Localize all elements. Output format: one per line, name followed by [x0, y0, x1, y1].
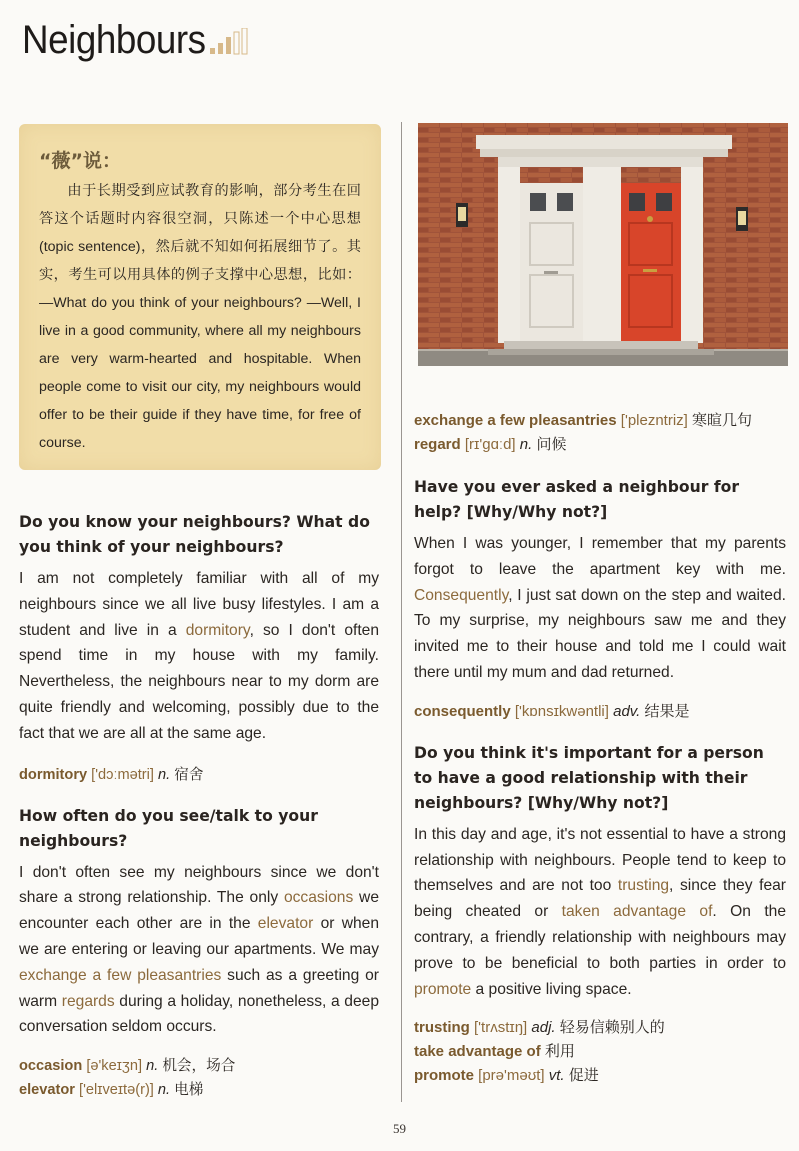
answer-text: such as a greeting or warm [19, 966, 379, 1010]
right-column [414, 409, 786, 1088]
vocab-term: trusting [414, 1019, 470, 1037]
answer-1 [19, 566, 379, 747]
vocab-term: occasion [19, 1058, 83, 1075]
vocab-entry [19, 1054, 379, 1078]
vocab-meaning: 宿舍 [174, 766, 204, 783]
vocab-pos: n. [157, 1082, 171, 1099]
vocab-term: dormitory [19, 766, 88, 783]
vocab-entry [414, 1016, 786, 1040]
vocab-entry [414, 1064, 786, 1088]
answer-text: , since they fear being cheated or [414, 877, 786, 921]
vocab-meaning: 促进 [568, 1067, 599, 1085]
vocab-term: promote [414, 1067, 474, 1085]
vocab-pos: adj. [531, 1019, 556, 1037]
answer-text: a positive living space. [471, 980, 632, 998]
vocab-entry [414, 409, 786, 433]
answer-vocab-highlight: dormitory [185, 621, 250, 639]
vocab-meaning: 机会，场合 [162, 1058, 236, 1075]
answer-text: during a holiday, nonetheless, a deep conversation seldom occurs. [19, 992, 379, 1036]
vocab-term: regard [414, 436, 461, 453]
vocab-meaning: 问候 [536, 436, 567, 453]
tip-title: “薇”说： [39, 150, 121, 172]
answer-text: I am not completely familiar with all of my neighbours since we all live busy lifestyles. I am a student and live in a [19, 570, 379, 639]
vocab-ipa: [ə'keɪʒn] [86, 1058, 143, 1075]
answer-text: When I was younger, I remember that my parents forgot to leave the apartment key with me. [414, 535, 786, 578]
answer-4 [414, 822, 786, 1003]
answer-3 [414, 531, 786, 686]
vocab-term: consequently [414, 702, 511, 720]
signal-bars-icon [210, 28, 250, 56]
vocab-meaning: 结果是 [644, 702, 690, 720]
column-divider [401, 122, 402, 1102]
answer-text: , I just sat down on the step and waited. To my surprise, my neighbours saw me and they invited me to their house and told me I could wait there until my mum and dad returned. [414, 586, 786, 681]
page-title: Neighbours [22, 18, 206, 62]
vocab-ipa: ['trʌstɪŋ] [474, 1019, 528, 1037]
answer-vocab-highlight: exchange a few pleasantries [19, 966, 222, 984]
vocab-ipa: ['elɪveɪtə(r)] [79, 1082, 154, 1099]
vocab-pos: n. [158, 766, 171, 783]
answer-vocab-highlight: regards [61, 992, 115, 1010]
page-number: 59 [393, 1121, 406, 1136]
vocab-entry [19, 1078, 379, 1102]
answer-text: or when we are entering or leaving our apartments. We may [19, 915, 380, 958]
vocab-meaning: 利用 [544, 1043, 575, 1061]
vocab-term: elevator [19, 1082, 75, 1099]
vocab-entry [414, 700, 786, 724]
vocab-term: exchange a few pleasantries [414, 412, 617, 429]
answer-text: I don't often see my neighbours since we don't share a strong relationship. The only [19, 863, 379, 907]
answer-vocab-highlight: taken advantage of [561, 903, 713, 921]
tip-body: 由于长期受到应试教育的影响，部分考生在回答这个话题时内容很空洞，只陈述一个中心思想 (topic sentence)，然后就不知如何拓展细节了。其实，考生可以用具体的例子支撑中心思想，比如：—What do you think of your neighbours? —Well, I live in a good community, where all my neighbours are very warm-hearted and hospitable. When people come to visit our city, my neighbours would offer to be their guide if they have time, for free of course. [39, 183, 361, 451]
vocab-entry [414, 433, 786, 457]
vocab-ipa: [prə'məʊt] [478, 1067, 545, 1085]
question-2: How often do you see/talk to your neighbours? [19, 806, 318, 850]
vocab-pos: vt. [548, 1067, 565, 1085]
vocab-pos: n. [146, 1058, 159, 1075]
answer-text: we encounter each other are in the [19, 889, 379, 933]
answer-text: In this day and age, it's not essential to have a strong relationship with neighbours. People tend to keep to themselves and are not too [414, 825, 786, 895]
answer-vocab-highlight: promote [414, 980, 472, 998]
vocab-meaning: 寒暄几句 [692, 412, 753, 429]
answer-vocab-highlight: Consequently [414, 586, 509, 604]
vocab-ipa: ['dɔːmətri] [91, 766, 154, 783]
answer-vocab-highlight: occasions [283, 889, 354, 907]
left-column [19, 510, 379, 1102]
answer-text: , so I don't often spend time in my house with my family. Nevertheless, the neighbours near to my dorm are quite friendly and welcoming, possibly due to the fact that we are all at the same age. [19, 621, 379, 742]
vocab-ipa: ['plezntriz] [620, 412, 688, 429]
vocab-entry [414, 1040, 786, 1064]
answer-vocab-highlight: trusting [617, 877, 670, 895]
vocab-ipa: [rɪ'gɑːd] [464, 436, 516, 453]
vocab-entry [19, 763, 379, 787]
vocab-meaning: 电梯 [174, 1082, 204, 1099]
vocab-meaning: 轻易信赖别人的 [559, 1019, 665, 1037]
question-4: Do you think it's important for a person to have a good relationship with their neighbours? [Why/Why not?] [414, 743, 764, 812]
answer-2 [19, 860, 379, 1041]
vocab-pos: n. [519, 436, 533, 453]
answer-vocab-highlight: elevator [257, 915, 314, 933]
question-3: Have you ever asked a neighbour for help? [Why/Why not?] [414, 478, 740, 521]
vocab-ipa: ['kɒnsɪkwəntli] [514, 702, 609, 720]
question-1: Do you know your neighbours? What do you think of your neighbours? [19, 513, 370, 556]
answer-text: . On the contrary, a friendly relationship with neighbours may prove to be beneficial to both parties in order to [414, 903, 786, 972]
tip-box [19, 124, 381, 470]
vocab-pos: adv. [613, 702, 641, 720]
doors-photo [418, 123, 788, 366]
vocab-term: take advantage of [414, 1043, 541, 1061]
